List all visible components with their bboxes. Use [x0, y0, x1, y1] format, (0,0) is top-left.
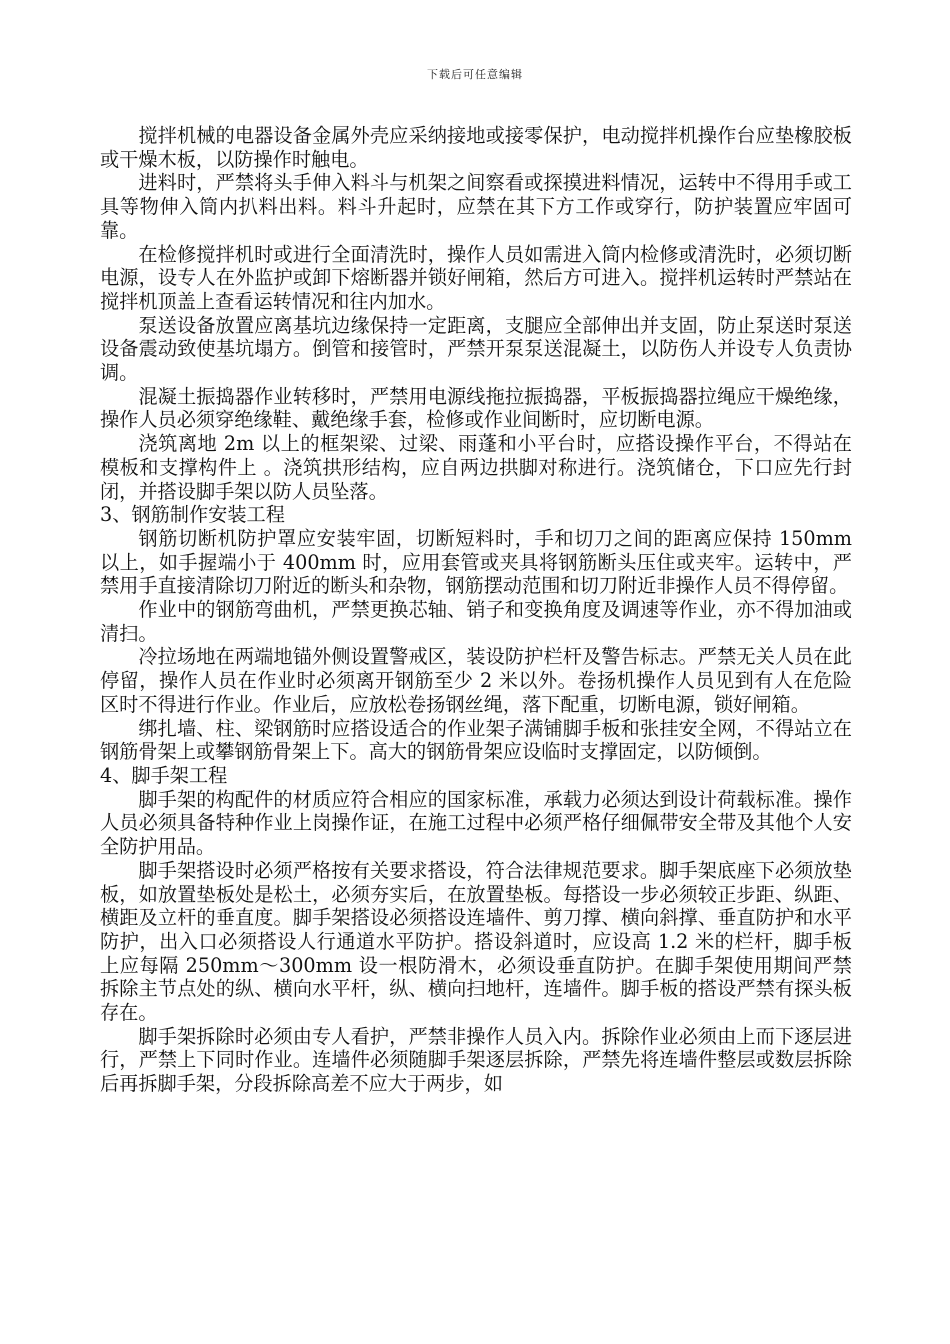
- paragraph-mixer-maintenance: 在检修搅拌机时或进行全面清洗时，操作人员如需进入筒内检修或清洗时，必须切断电源，设专人在外监护或卸下熔断器并锁好闸箱，然后方可进入。搅拌机运转时严禁站在搅拌机顶盖上查看运转情况和往内加水。: [100, 242, 852, 313]
- section-heading-rebar: 3、钢筋制作安装工程: [100, 503, 285, 527]
- paragraph-rebar-bender: 作业中的钢筋弯曲机，严禁更换芯轴、销子和变换角度及调速等作业，亦不得加油或清扫。: [100, 598, 852, 645]
- paragraph-pump-equipment: 泵送设备放置应离基坑边缘保持一定距离，支腿应全部伸出并支固，防止泵送时泵送设备震动致使基坑塌方。倒管和接管时，严禁开泵泵送混凝土，以防伤人并设专人负责协调。: [100, 313, 852, 385]
- page-header: 下载后可任意编辑: [427, 68, 523, 81]
- paragraph-scaffold-dismantling: 脚手架拆除时必须由专人看护，严禁非操作人员入内。拆除作业必须由上而下逐层进行，严禁上下同时作业。连墙件必须随脚手架逐层拆除，严禁先将连墙件整层或数层拆除后再拆脚手架，分段拆除高差不应大于两步，如: [100, 1024, 852, 1096]
- paragraph-mixer-grounding: 搅拌机械的电器设备金属外壳应采纳接地或接零保护，电动搅拌机操作台应垫橡胶板或干燥木板，以防操作时触电。: [100, 124, 852, 171]
- paragraph-pouring-platform: 浇筑离地 2m 以上的框架梁、过梁、雨蓬和小平台时，应搭设操作平台，不得站在模板和支撑构件上 。浇筑拱形结构，应自两边拱脚对称进行。浇筑储仓，下口应先行封闭，并搭设脚手架以防人员坠落。: [100, 432, 852, 503]
- paragraph-cold-drawing: 冷拉场地在两端地锚外侧设置警戒区，装设防护栏杆及警告标志。严禁无关人员在此停留，操作人员在作业时必须离开钢筋至少 2 米以外。卷扬机操作人员见到有人在危险区时不得进行作业。作业后，应放松卷扬钢丝绳，落下配重，切断电源，锁好闸箱。: [100, 645, 852, 716]
- paragraph-vibrator: 混凝土振捣器作业转移时，严禁用电源线拖拉振捣器，平板振捣器拉绳应干燥绝缘，操作人员必须穿绝缘鞋、戴绝缘手套，检修或作业间断时，应切断电源。: [100, 384, 852, 432]
- paragraph-rebar-binding: 绑扎墙、柱、梁钢筋时应搭设适合的作业架子满铺脚手板和张挂安全网，不得站立在钢筋骨架上或攀钢筋骨架上下。高大的钢筋骨架应设临时支撑固定，以防倾倒。: [100, 716, 852, 764]
- paragraph-scaffold-materials: 脚手架的构配件的材质应符合相应的国家标准，承载力必须达到设计荷载标准。操作人员必须具备特种作业上岗操作证，在施工过程中必须严格仔细佩带安全带及其他个人安全防护用品。: [100, 787, 852, 859]
- paragraph-rebar-cutter: 钢筋切断机防护罩应安装牢固，切断短料时，手和切刀之间的距离应保持 150mm 以上，如手握端小于 400mm 时，应用套管或夹具将钢筋断头压住或夹牢。运转中，严禁用手直接清除切刀附近的断头和杂物，钢筋摆动范围和切刀附近非操作人员不得停留。: [100, 526, 852, 598]
- document-body: [100, 124, 852, 1096]
- section-heading-scaffold: 4、脚手架工程: [100, 763, 228, 787]
- paragraph-mixer-feeding: 进料时，严禁将头手伸入料斗与机架之间察看或探摸进料情况，运转中不得用手或工具等物伸入筒内扒料出料。料斗升起时，应禁在其下方工作或穿行，防护装置应牢固可靠。: [100, 171, 852, 242]
- paragraph-scaffold-erection: 脚手架搭设时必须严格按有关要求搭设，符合法律规范要求。脚手架底座下必须放垫板，如放置垫板处是松土，必须夯实后，在放置垫板。每搭设一步必须较正步距、纵距、横距及立杆的垂直度。脚手架搭设必须搭设连墙件、剪刀撑、横向斜撑、垂直防护和水平防护，出入口必须搭设人行通道水平防护。搭设斜道时，应设高 1.2 米的栏杆，脚手板上应每隔 250mm～300mm 设一根防滑木，必须设垂直防护。在脚手架使用期间严禁拆除主节点处的纵、横向水平杆，纵、横向扫地杆，连墙件。脚手板的搭设严禁有探头板存在。: [100, 858, 852, 1025]
